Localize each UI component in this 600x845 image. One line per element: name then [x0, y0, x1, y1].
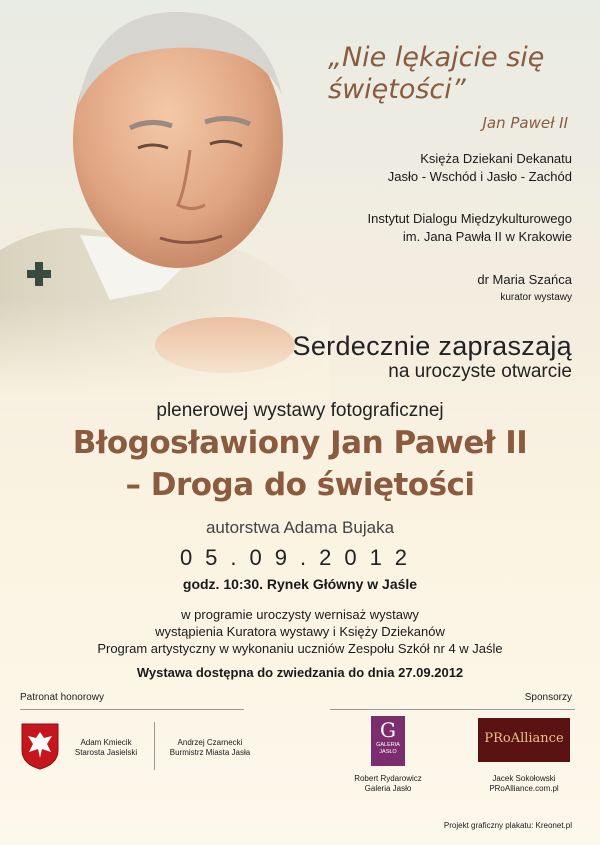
institute-line-1: Instytut Dialogu Międzykulturowego	[367, 211, 572, 226]
program-line-2: wystąpienia Kuratora wystawy i Księży Dziekanów	[155, 624, 445, 639]
patron-1	[66, 738, 146, 758]
sponsor-2	[474, 774, 574, 794]
sponsor-2-name: Jacek Sokołowski	[492, 774, 556, 783]
exhibition-date: 05.09.2012	[179, 545, 421, 570]
sponsor-1-org: Galeria Jasło	[364, 784, 412, 793]
exhibition-author: autorstwa Adama Bujaka	[205, 518, 395, 537]
exhibition-type: plenerowej wystawy fotograficznej	[156, 400, 444, 421]
program-line-1: w programie uroczysty wernisaż wystawy	[181, 607, 419, 622]
exhibition-title-line-1: Błogosławiony Jan Paweł II	[72, 425, 528, 461]
deans-line-2: Jasło - Wschód i Jasło - Zachód	[387, 169, 572, 184]
patron-1-role: Starosta Jasielski	[74, 748, 138, 757]
curator	[477, 271, 572, 307]
patron-2	[165, 738, 255, 758]
invitation-line-2: na uroczyste otwarcie	[388, 361, 572, 382]
crest-icon	[20, 722, 60, 775]
sponsor-1-name: Robert Rydarowicz	[354, 774, 422, 783]
proalliance-logo	[478, 718, 570, 762]
curator-role: kurator wystawy	[500, 292, 572, 303]
sponsors-divider	[330, 709, 575, 710]
patron-separator	[154, 722, 155, 770]
design-credit: Projekt graficzny plakatu: Kreonet.pl	[443, 821, 572, 830]
sponsor-1	[338, 774, 438, 794]
galeria-logo-text: GALERIA JASŁO	[376, 742, 400, 755]
portrait-photo	[0, 0, 330, 400]
patronage-divider	[20, 709, 244, 710]
program	[0, 606, 600, 657]
sponsor-2-org: PRoAlliance.com.pl	[489, 784, 559, 793]
quote-author: Jan Paweł II	[482, 114, 568, 132]
institute-line-2: im. Jana Pawła II w Krakowie	[402, 229, 572, 244]
sponsors-label: Sponsorzy	[524, 692, 572, 703]
exhibition-time-place: godz. 10:30. Rynek Główny w Jaśle	[182, 576, 418, 592]
invitation-line-1: Serdecznie zapraszają	[292, 331, 572, 361]
proalliance-logo-text: PRoAlliance	[484, 731, 564, 746]
patron-1-name: Adam Kmiecik	[80, 738, 132, 747]
organizers-institute	[368, 210, 573, 246]
patronage-label: Patronat honorowy	[20, 692, 104, 703]
curator-name: dr Maria Szańca	[477, 272, 572, 287]
availability: Wystawa dostępna do zwiedzania do dnia 27.09.2012	[136, 665, 464, 680]
quote	[328, 42, 588, 106]
quote-line-1: „Nie lękajcie się	[328, 42, 545, 73]
quote-line-2: świętości”	[328, 74, 466, 105]
patron-2-role: Burmistrz Miasta Jasła	[169, 748, 251, 757]
program-line-3: Program artystyczny w wykonaniu uczniów Zespołu Szkół nr 4 w Jaśle	[97, 641, 503, 656]
galeria-jaslo-logo: G GALERIA JASŁO	[371, 716, 405, 766]
exhibition-title-line-2: – Droga do świętości	[125, 467, 475, 503]
deans-line-1: Księża Dziekani Dekanatu	[420, 151, 572, 166]
patron-2-name: Andrzej Czarnecki	[177, 738, 243, 747]
organizers-deans	[388, 150, 572, 186]
